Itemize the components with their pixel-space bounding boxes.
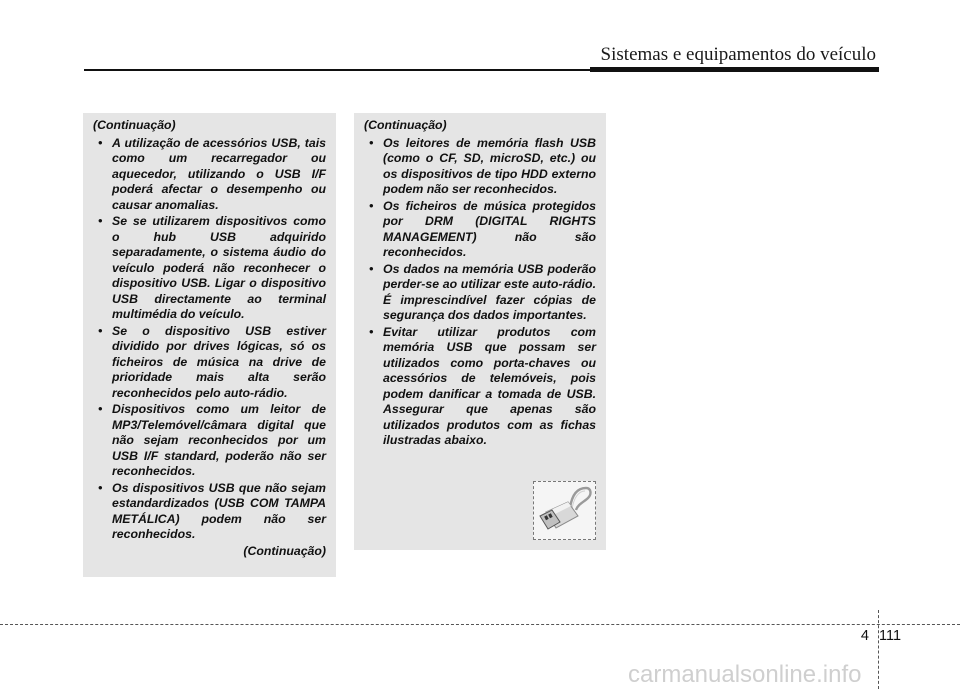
bullet-icon: • [369, 135, 374, 150]
continued-label-top: (Continuação) [93, 118, 176, 132]
list-item [93, 481, 326, 543]
header-rule-accent [590, 67, 879, 72]
notice-list [364, 136, 596, 449]
chapter-number: 4 [860, 628, 869, 644]
list-item-text: Os dados na memória USB poderão perder-se ao utilizar este auto-rádio. É imprescindível fazer cópias de segurança dos dados importantes. [383, 261, 596, 322]
list-item [93, 402, 326, 480]
bullet-icon: • [369, 324, 374, 339]
notice-box-left [83, 113, 336, 577]
page-number [855, 628, 901, 644]
bullet-icon: • [98, 214, 103, 228]
footer-dashed-line [0, 624, 960, 625]
list-item [364, 136, 596, 198]
bullet-icon: • [98, 402, 103, 416]
list-item [364, 325, 596, 449]
usb-flash-drive-icon [533, 481, 596, 540]
list-item [364, 199, 596, 261]
list-item-text: Evitar utilizar produtos com memória USB que possam ser utilizados como porta-chaves ou acessórios de telemóveis, pois podem danificar a tomada de USB. Assegurar que apenas são utilizados produtos com as fichas ilustradas abaixo. [383, 324, 596, 447]
bullet-icon: • [369, 198, 374, 213]
list-item [93, 214, 326, 323]
watermark: carmanualsonline.info [628, 661, 862, 688]
list-item-text: Os ficheiros de música protegidos por DRM (DIGITAL RIGHTS MANAGEMENT) não são reconhecidos. [383, 198, 596, 259]
page-number-value: 111 [879, 628, 902, 644]
list-item-text: Os leitores de memória flash USB (como o CF, SD, microSD, etc.) ou os dispositivos de tipo HDD externo podem não ser reconhecidos. [383, 135, 596, 196]
bullet-icon: • [98, 480, 103, 495]
list-item [93, 324, 326, 402]
list-item-text: Se se utilizarem dispositivos como o hub USB adquirido separadamente, o sistema áudio do veículo poderá não reconhecer o dispositivo USB. Ligar o dispositivo USB directamente ao terminal multimédia do veículo. [112, 214, 326, 321]
notice-list [93, 136, 326, 543]
bullet-icon: • [369, 261, 374, 276]
continued-label-top: (Continuação) [364, 118, 447, 132]
list-item-text: A utilização de acessórios USB, tais como um recarregador ou aquecedor, utilizando o USB I/F poderá afectar o desempenho ou causar anomalias. [112, 135, 326, 212]
list-item-text: Dispositivos como um leitor de MP3/Telemóvel/câmara digital que não sejam reconhecidos por um USB I/F standard, poderão não ser reconhecidos. [112, 402, 326, 478]
list-item [93, 136, 326, 214]
footer-vertical-dashed-line [878, 610, 879, 689]
continued-label-bottom: (Continuação) [243, 543, 326, 558]
list-item-text: Os dispositivos USB que não sejam estandardizados (USB COM TAMPA METÁLICA) podem não ser reconhecidos. [112, 480, 326, 541]
page-header-title: Sistemas e equipamentos do veículo [600, 44, 876, 65]
bullet-icon: • [98, 323, 103, 338]
list-item-text: Se o dispositivo USB estiver dividido por drives lógicas, só os ficheiros de música na drive de prioridade mais alta serão reconhecidos pelo auto-rádio. [112, 323, 326, 400]
list-item [364, 262, 596, 324]
bullet-icon: • [98, 135, 103, 150]
